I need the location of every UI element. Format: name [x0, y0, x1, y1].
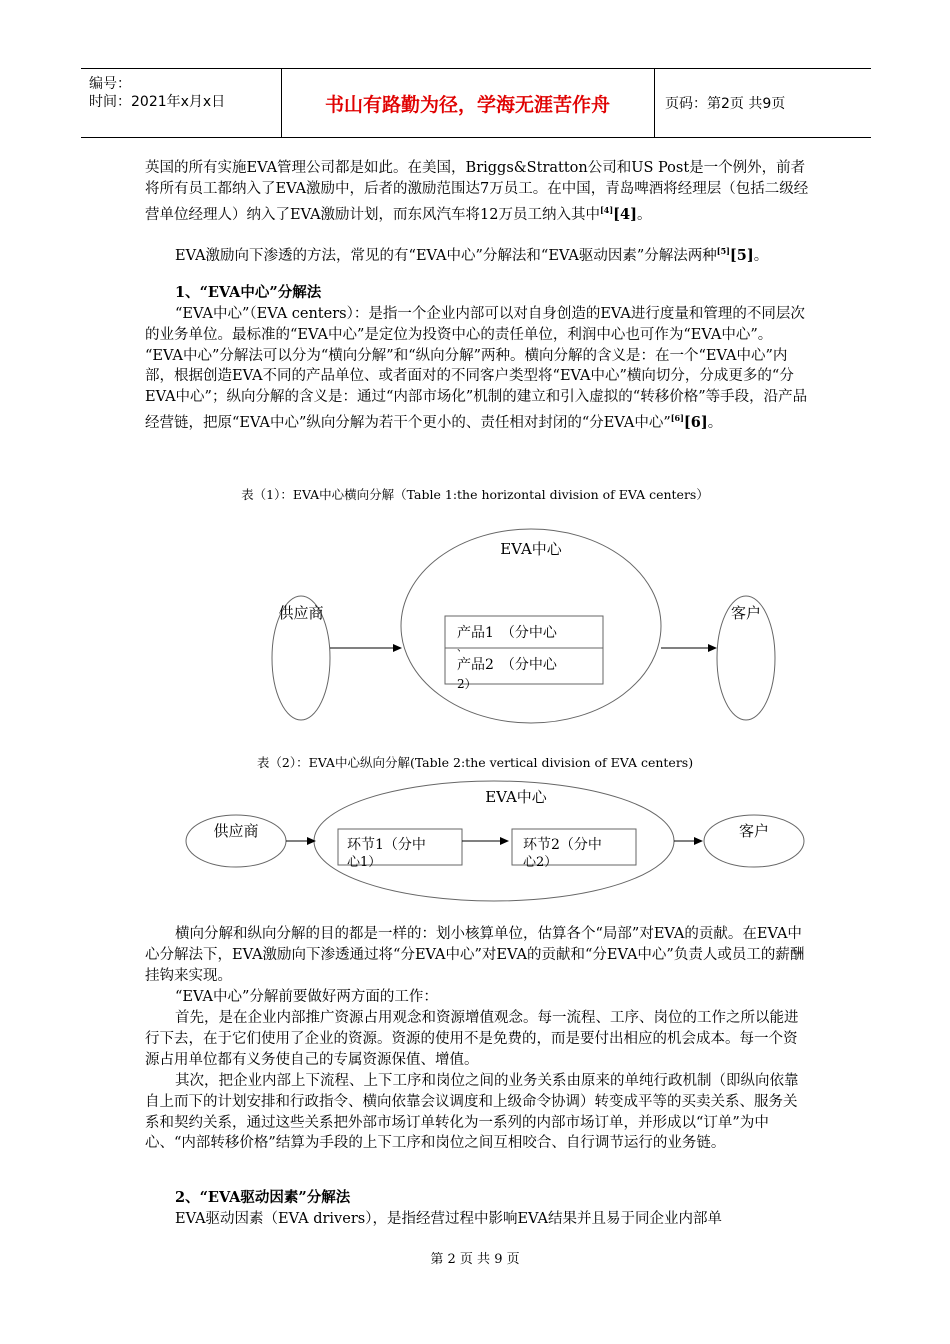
supplier-label: 供应商	[278, 604, 324, 622]
citation-ref: [6]	[683, 413, 708, 431]
citation-sup: [6]	[670, 412, 684, 423]
paragraph-8: EVA驱动因素（EVA drivers），是指经营过程中影响EVA结果并且易于同企业内部单	[175, 1211, 722, 1227]
header-motto: 书山有路勤为径，学海无涯苦作舟	[281, 69, 655, 137]
paragraph-1: 英国的所有实施EVA管理公司都是如此。在美国，Briggs&Stratton公司和US Post是一个例外，前者将所有员工都纳入了EVA激励中，后者的激励范围达7万员工。在中国，青岛啤酒将经理层（包括二级经营单位经理人）纳入了EVA激励计划，而东风汽车将12万员工纳入其中[4][4]。	[145, 160, 809, 223]
link-2-label-b: 心2）	[523, 855, 558, 870]
customer-label: 客户	[730, 604, 762, 622]
eva-center-label-2: EVA中心	[485, 788, 547, 806]
paragraph-3: “EVA中心”（EVA centers）：是指一个企业内部可以对自身创造的EVA进行度量和管理的不同层次的业务单位。最标准的“EVA中心”是定位为投资中心的责任单位，利润中心也可作为“EVA中心”。 “EVA中心”分解法可以分为“横向分解”和“纵向分解”两种。横向分解的含义是：在一个“EVA中心”内部，根据创造EVA不同的产品单位、或者面对的不同客户类型将“EVA中心”横向切分，分成更多的“分EVA中心”；纵向分解的含义是：通过“内部市场化”机制的建立和引入虚拟的“转移价格”等手段，沿产品经营链，把原“EVA中心”纵向分解为若干个更小的、责任相对封闭的“分EVA中心”[6][6]。	[145, 306, 808, 431]
number-label: 编号：	[89, 76, 131, 92]
paragraph-6: 首先，是在企业内部推广资源占用观念和资源增值观念。每一流程、工序、岗位的工作之所以能进行下去，在于它们使用了企业的资源。资源的使用不是免费的，而是要付出相应的机会成本。每一个资源占用单位都有义务使自己的专属资源保值、增值。	[145, 1010, 799, 1068]
caption-table-2: 表（2）：EVA中心纵向分解(Table 2:the vertical division of EVA centers)	[256, 755, 694, 770]
product-2-label: 产品2 （分中心	[457, 657, 557, 673]
link-1-label-b: 心1）	[347, 855, 382, 870]
link-1-label-a: 环节1（分中	[347, 837, 426, 853]
eva-center-label: EVA中心	[500, 540, 562, 558]
caption-table-1: 表（1）：EVA中心横向分解（Table 1:the horizontal division of EVA centers）	[241, 487, 709, 502]
citation-ref: [5]	[729, 246, 754, 264]
paragraph-4: 横向分解和纵向分解的目的都是一样的：划小核算单位，估算各个“局部”对EVA的贡献。在EVA中心分解法下，EVA激励向下渗透通过将“分EVA中心”对EVA的贡献和“分EVA中心”负责人或员工的薪酬挂钩来实现。	[145, 926, 805, 984]
paragraph-7: 其次，把企业内部上下流程、上下工序和岗位之间的业务关系由原来的单纯行政机制（即纵向依靠自上而下的计划安排和行政指令、横向依靠会议调度和上级命令协调）转变成平等的买卖关系、服务关系和契约关系，通过这些关系把外部市场订单转化为一系列的内部市场订单，并形成以“订单”为中心、“内部转移价格”结算为手段的上下工序和岗位之间互相咬合、自行调节运行的业务链。	[145, 1073, 799, 1152]
product-1-label: 产品1 （分中心	[457, 625, 557, 641]
link-2-label-a: 环节2（分中	[523, 837, 602, 853]
citation-sup: [4]	[600, 204, 614, 215]
supplier-label-2: 供应商	[213, 822, 259, 840]
citation-ref: [4]	[613, 205, 637, 223]
paragraph-2: EVA激励向下渗透的方法，常见的有“EVA中心”分解法和“EVA驱动因素”分解法两种[5][5]。	[175, 246, 769, 264]
customer-label-2: 客户	[738, 822, 770, 840]
page-number-label: 页码：第2页 共9页	[665, 96, 786, 112]
page-footer: 第 2 页 共 9 页	[430, 1252, 520, 1267]
product-2-tail: 2）	[457, 677, 477, 691]
time-label: 时间：2021年x月x日	[89, 94, 226, 110]
paragraph-5: “EVA中心”分解前要做好两方面的工作：	[175, 989, 438, 1005]
product-1-tail: 、	[457, 643, 467, 654]
section-heading-2: 2、“EVA驱动因素”分解法	[175, 1189, 351, 1206]
citation-sup: [5]	[716, 246, 730, 256]
section-heading-1: 1、“EVA中心”分解法	[175, 284, 322, 301]
